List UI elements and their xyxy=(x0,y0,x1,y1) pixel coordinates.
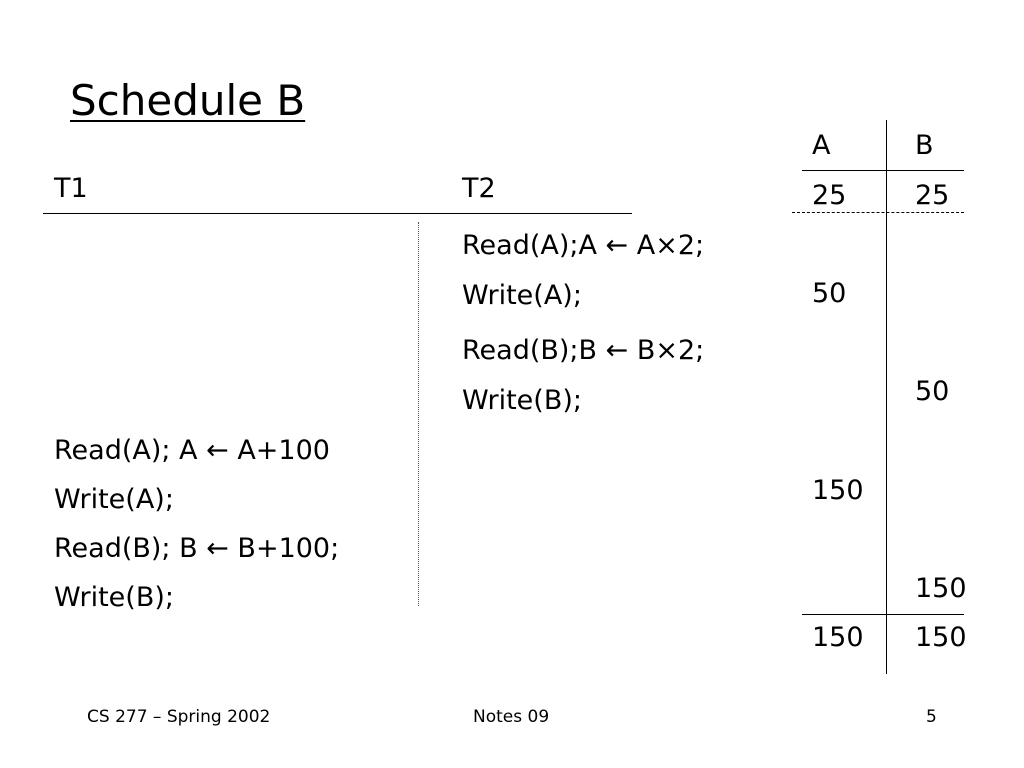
values-header-line xyxy=(802,170,964,171)
column-separator xyxy=(418,222,419,606)
t1-step-write-a: Write(A); xyxy=(54,484,174,515)
value-b-after-t1: 150 xyxy=(915,573,967,604)
footer-notes: Notes 09 xyxy=(473,707,550,727)
header-underline xyxy=(43,213,632,214)
footer-page-number: 5 xyxy=(926,707,937,727)
t2-step-read-b: Read(B);B ← B×2; xyxy=(462,335,705,366)
t1-header: T1 xyxy=(54,173,88,204)
values-final-line xyxy=(802,614,964,615)
t1-step-write-b: Write(B); xyxy=(54,582,174,613)
values-divider xyxy=(886,120,887,674)
t1-step-read-a: Read(A); A ← A+100 xyxy=(54,435,330,466)
value-b-final: 150 xyxy=(915,622,967,653)
values-header-b: B xyxy=(915,130,934,161)
footer-course: CS 277 – Spring 2002 xyxy=(87,707,271,727)
values-header-a: A xyxy=(812,130,831,161)
value-b-initial: 25 xyxy=(915,180,950,211)
t2-header: T2 xyxy=(462,173,496,204)
t2-step-write-b: Write(B); xyxy=(462,385,582,416)
t2-step-write-a: Write(A); xyxy=(462,280,582,311)
value-a-final: 150 xyxy=(812,622,864,653)
t2-step-read-a: Read(A);A ← A×2; xyxy=(462,230,705,261)
value-a-after-t2: 50 xyxy=(812,278,847,309)
value-b-after-t2: 50 xyxy=(915,376,950,407)
value-a-after-t1: 150 xyxy=(812,475,864,506)
t1-step-read-b: Read(B); B ← B+100; xyxy=(54,533,340,564)
value-a-initial: 25 xyxy=(812,180,847,211)
slide-title: Schedule B xyxy=(70,76,306,125)
